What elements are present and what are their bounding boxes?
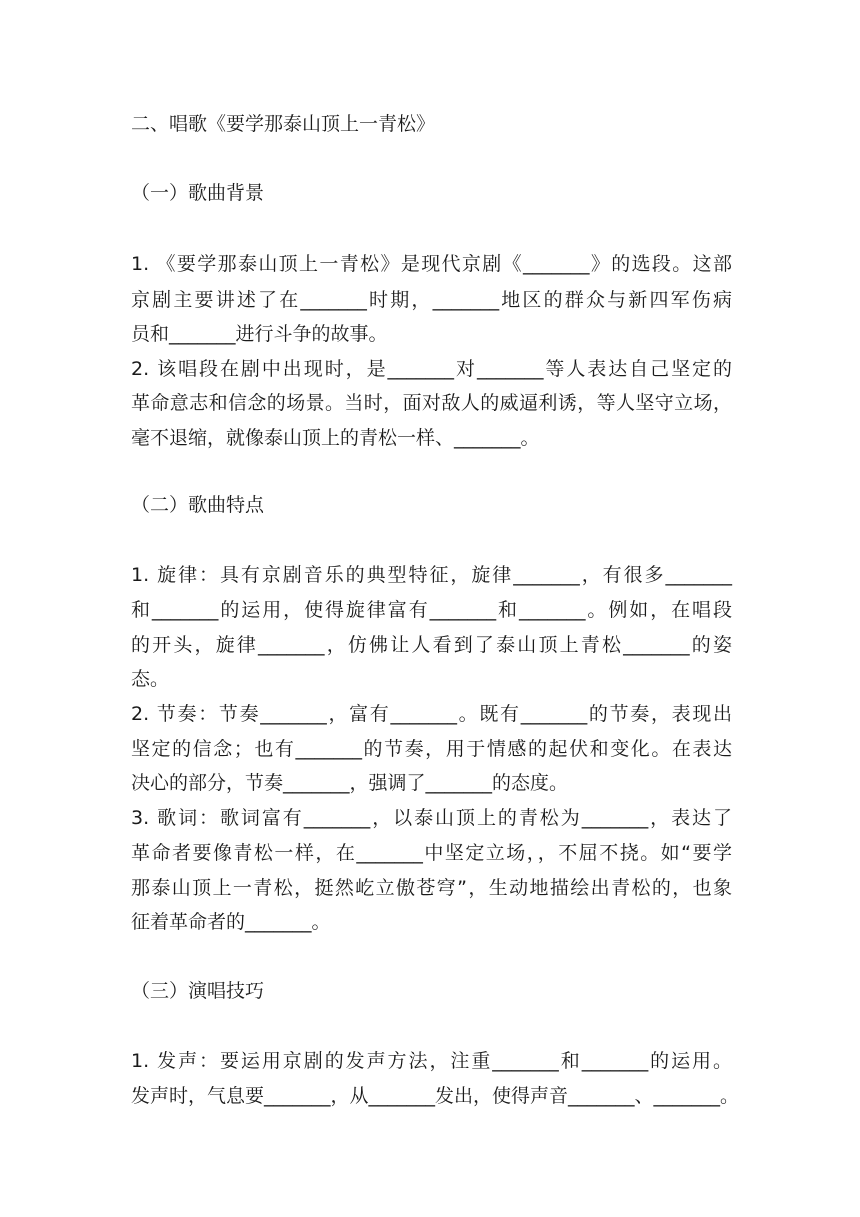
text-line: 发声时，气息要_______，从_______发出，使得声音_______、_______。 [131,1085,740,1107]
text-line: 毫不退缩，就像泰山顶上的青松一样、_______。 [131,427,540,449]
text-line: 坚定的信念；也有_______的节奏，用于情感的起伏和变化。在表达 [131,738,732,760]
text-line: 1. 发声：要运用京剧的发声方法，注重_______和_______的运用。 [131,1050,732,1072]
text-line: 3. 歌词：歌词富有_______，以泰山顶上的青松为_______，表达了 [131,807,732,829]
text-line: 征着革命者的_______。 [131,911,331,933]
section-heading: （二）歌曲特点 [131,494,265,516]
text-line: 的开头，旋律_______，仿佛让人看到了泰山顶上青松_______的姿 [131,634,732,656]
section-heading: （三）演唱技巧 [131,980,265,1002]
text-line: 那泰山顶上一青松，挺然屹立傲苍穹”，生动地描绘出青松的，也象 [131,877,732,899]
text-line: 1. 《要学那泰山顶上一青松》是现代京剧《_______》的选段。这部 [131,253,732,275]
text-line: 2. 节奏：节奏_______，富有_______。既有_______的节奏，表现出 [131,703,732,725]
document-title: 二、唱歌《要学那泰山顶上一青松》 [131,113,436,135]
text-line: 1. 旋律：具有京剧音乐的典型特征，旋律_______，有很多_______ [131,564,732,586]
text-line: 革命者要像青松一样，在_______中坚定立场，，不屈不挠。如“要学 [131,842,732,864]
section-heading: （一）歌曲背景 [131,182,265,204]
text-line: 员和_______进行斗争的故事。 [131,323,388,345]
text-line: 态。 [131,668,170,690]
text-line: 革命意志和信念的场景。当时，面对敌人的威逼利诱，等人坚守立场， [131,392,732,414]
text-line: 京剧主要讲述了在_______时期，_______地区的群众与新四军伤病 [131,289,732,311]
text-line: 和_______的运用，使得旋律富有_______和_______。例如，在唱段 [131,599,732,621]
text-line: 决心的部分，节奏_______，强调了_______的态度。 [131,772,569,794]
text-line: 2. 该唱段在剧中出现时，是_______对_______等人表达自己坚定的 [131,358,732,380]
